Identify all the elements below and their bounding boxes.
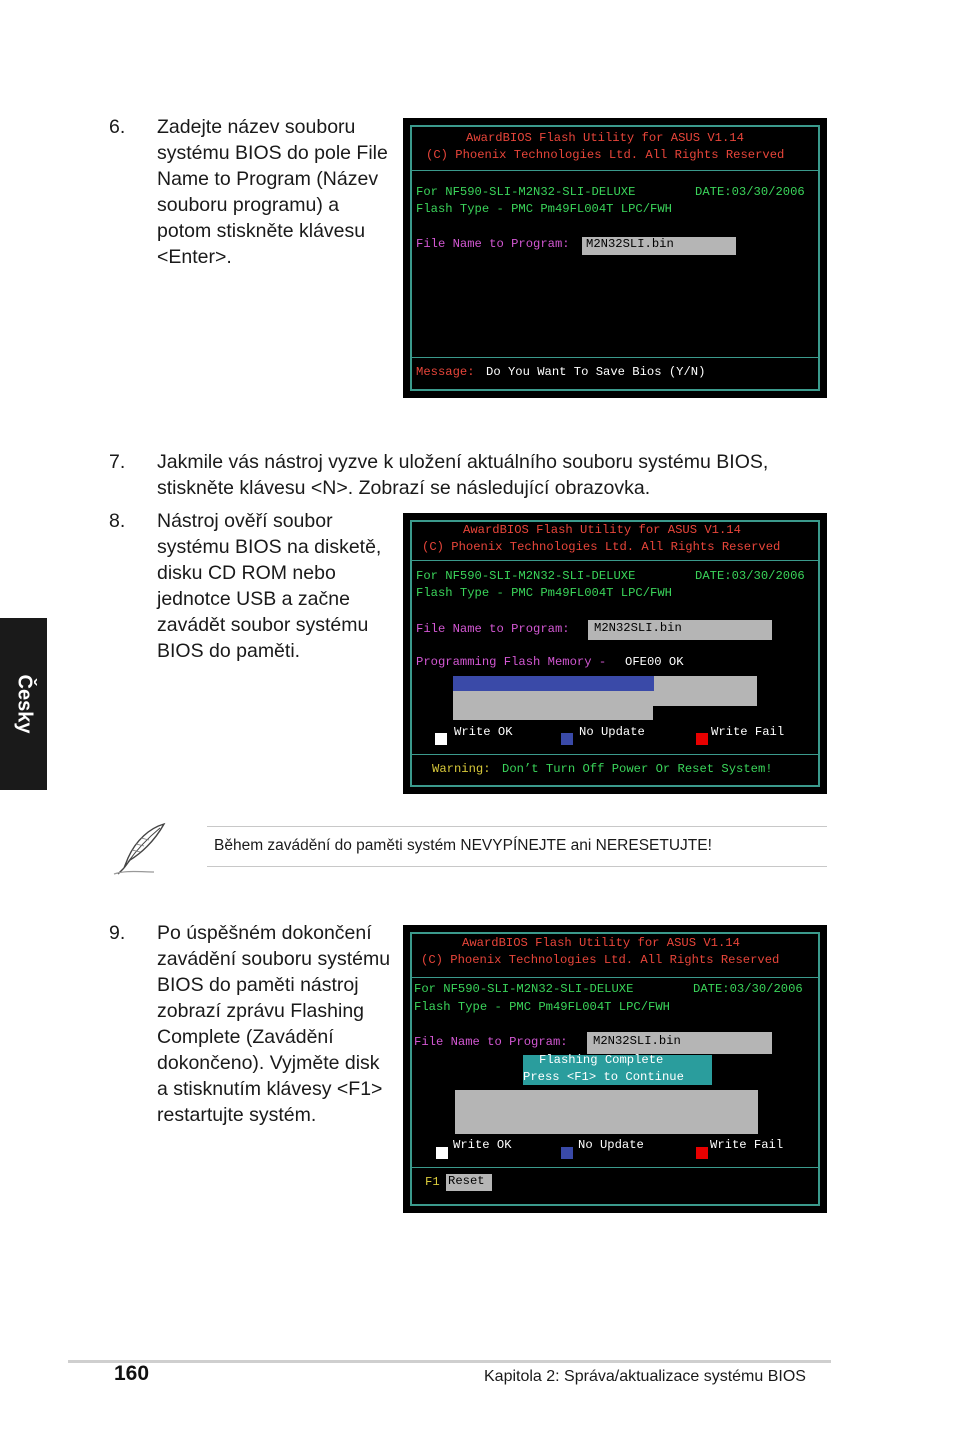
step-6: [109, 114, 399, 274]
file-name-input[interactable]: M2N32SLI.bin: [582, 237, 736, 255]
legend-no-update: No Update: [578, 1138, 644, 1152]
file-name-input[interactable]: M2N32SLI.bin: [587, 1032, 772, 1054]
bios-date: DATE:03/30/2006: [693, 982, 803, 996]
write-ok-swatch: [435, 733, 447, 745]
page-number: 160: [114, 1362, 150, 1385]
progress-bar-fill: [453, 676, 654, 691]
step-text: Jakmile vás nástroj vyzve k uložení aktuálního souboru systému BIOS, stiskněte klávesu <N>. Zobrazí se následující obrazovka.: [157, 451, 769, 499]
separator: [412, 560, 818, 561]
message-text: Do You Want To Save Bios (Y/N): [486, 365, 706, 379]
step-text: Zadejte název souboru systému BIOS do pole File Name to Program (Název souboru programu) a potom stiskněte klávesu <Enter>.: [157, 116, 388, 268]
flashing-complete-text: Flashing Complete: [539, 1053, 664, 1067]
bios-flash-type: Flash Type - PMC Pm49FL004T LPC/FWH: [414, 1000, 670, 1014]
bios-title: AwardBIOS Flash Utility for ASUS V1.14: [462, 936, 740, 950]
feather-note-icon: [110, 820, 170, 878]
separator: [412, 1167, 818, 1168]
bios-date: DATE:03/30/2006: [695, 569, 805, 583]
step-8: [109, 508, 399, 668]
bios-screen-complete: [403, 925, 827, 1213]
footer-rule: [68, 1360, 831, 1363]
no-update-swatch: [561, 1147, 573, 1159]
bios-copyright: (C) Phoenix Technologies Ltd. All Rights Reserved: [426, 148, 785, 162]
step-number: 8.: [109, 510, 126, 532]
bios-copyright: (C) Phoenix Technologies Ltd. All Rights Reserved: [422, 540, 781, 554]
step-number: 7.: [109, 451, 126, 473]
bios-board: For NF590-SLI-M2N32-SLI-DELUXE: [416, 185, 636, 199]
bios-title: AwardBIOS Flash Utility for ASUS V1.14: [466, 131, 744, 145]
press-f1-text: Press <F1> to Continue: [523, 1070, 684, 1084]
file-name-label: File Name to Program:: [414, 1035, 568, 1049]
separator: [412, 754, 818, 755]
flashing-complete-dialog[interactable]: [523, 1055, 712, 1085]
language-tab-label: Česky: [13, 674, 35, 734]
file-name-label: File Name to Program:: [416, 622, 570, 636]
legend-write-fail: Write Fail: [710, 1138, 784, 1152]
write-fail-swatch: [696, 1147, 708, 1159]
programming-label: Programming Flash Memory -: [416, 655, 607, 669]
bios-flash-type: Flash Type - PMC Pm49FL004T LPC/FWH: [416, 586, 672, 600]
warning-label: Warning:: [432, 762, 491, 776]
progress-area: [453, 676, 757, 720]
separator: [412, 357, 818, 358]
progress-area: [455, 1090, 758, 1134]
file-name-input[interactable]: M2N32SLI.bin: [588, 620, 772, 640]
message-label: Message:: [416, 365, 475, 379]
separator: [412, 170, 818, 171]
bios-board: For NF590-SLI-M2N32-SLI-DELUXE: [414, 982, 634, 996]
progress-notch: [653, 706, 757, 720]
write-ok-swatch: [436, 1147, 448, 1159]
note-text: Během zavádění do paměti systém NEVYPÍNEJTE ani NERESETUJTE!: [214, 837, 712, 854]
language-tab: [0, 618, 47, 790]
bios-board: For NF590-SLI-M2N32-SLI-DELUXE: [416, 569, 636, 583]
step-text: Nástroj ověří soubor systému BIOS na disketě, disku CD ROM nebo jednotce USB a začne zavádět soubor systému BIOS do paměti.: [157, 510, 382, 662]
programming-value: OFE00 OK: [625, 655, 684, 669]
legend-write-fail: Write Fail: [711, 725, 785, 739]
f1-key-label: F1: [425, 1175, 440, 1189]
legend-write-ok: Write OK: [454, 725, 513, 739]
bios-flash-type: Flash Type - PMC Pm49FL004T LPC/FWH: [416, 202, 672, 216]
chapter-title: Kapitola 2: Správa/aktualizace systému BIOS: [484, 1368, 806, 1385]
bios-frame: [410, 125, 820, 391]
step-number: 6.: [109, 116, 126, 138]
step-number: 9.: [109, 922, 126, 944]
bios-date: DATE:03/30/2006: [695, 185, 805, 199]
step-text: Po úspěšném dokončení zavádění souboru systému BIOS do paměti nástroj zobrazí zprávu Flashing Complete (Zavádění dokončeno). Vyjměte disk a stisknutím klávesy <F1> restartujte systém.: [157, 922, 391, 1126]
separator: [412, 977, 818, 978]
warning-text: Don’t Turn Off Power Or Reset System!: [502, 762, 773, 776]
no-update-swatch: [561, 733, 573, 745]
legend-no-update: No Update: [579, 725, 645, 739]
legend-write-ok: Write OK: [453, 1138, 512, 1152]
step-7: [109, 449, 809, 503]
bios-screen-save-prompt: [403, 118, 827, 398]
bios-screen-programming: [403, 513, 827, 794]
file-name-label: File Name to Program:: [416, 237, 570, 251]
note-bottom-rule: [207, 866, 827, 867]
step-9: [109, 920, 404, 1132]
reset-button[interactable]: Reset: [446, 1174, 492, 1191]
bios-copyright: (C) Phoenix Technologies Ltd. All Rights Reserved: [421, 953, 780, 967]
bios-title: AwardBIOS Flash Utility for ASUS V1.14: [463, 523, 741, 537]
write-fail-swatch: [696, 733, 708, 745]
note-top-rule: [207, 826, 827, 827]
